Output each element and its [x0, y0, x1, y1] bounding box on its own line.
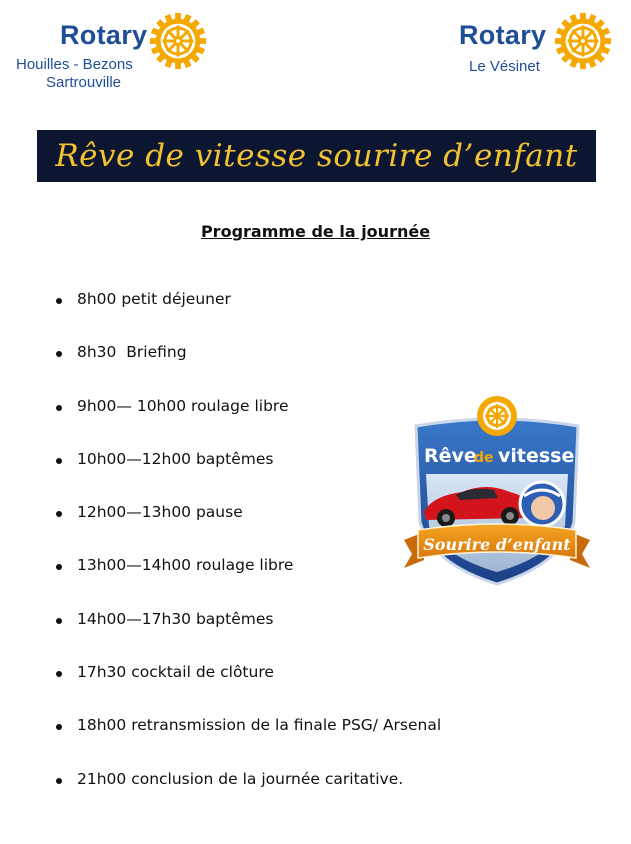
bullet-icon [56, 298, 62, 304]
list-item [56, 450, 441, 503]
list-item-text: 9h00— 10h00 roulage libre [77, 396, 289, 415]
list-item-text: 8h00 petit déjeuner [77, 290, 231, 308]
badge-title-de: de [474, 450, 494, 466]
list-item [56, 663, 441, 716]
rotary-wheel-icon [554, 12, 612, 70]
child-helmet-icon [520, 482, 564, 526]
list-item [56, 290, 441, 343]
logo-brand: Rotary [459, 20, 547, 50]
list-item [56, 503, 441, 556]
list-item [56, 556, 441, 609]
bullet-icon [56, 405, 62, 411]
program-heading: Programme de la journée [200, 222, 431, 241]
list-item [56, 770, 441, 823]
badge-ribbon-text: Sourire d’enfant [423, 535, 571, 554]
banner-title: Rêve de vitesse sourire d’enfant [55, 138, 578, 174]
rotary-wheel-icon [149, 12, 207, 70]
rotary-levesinet-logo [455, 12, 615, 82]
list-item-text: 10h00—12h00 baptêmes [77, 449, 274, 468]
logo-club-line-1: Le Vésinet [469, 58, 540, 75]
list-item [56, 397, 441, 450]
title-banner [37, 130, 596, 182]
logo-brand: Rotary [60, 20, 148, 50]
program-list [56, 290, 441, 823]
badge-title-main: Rêve [424, 445, 477, 467]
list-item-text: 18h00 retransmission de la finale PSG/ Arsenal [77, 716, 442, 735]
bullet-icon [56, 351, 62, 357]
list-item-text: 21h00 conclusion de la journée caritative. [77, 769, 404, 788]
list-item [56, 343, 441, 396]
bullet-icon [56, 511, 62, 517]
bullet-icon [56, 564, 62, 570]
event-badge [402, 392, 592, 592]
badge-title-vitesse: vitesse [498, 445, 575, 467]
bullet-icon [56, 458, 62, 464]
list-item [56, 610, 441, 663]
list-item [56, 716, 441, 769]
list-item-text: 14h00—17h30 baptêmes [77, 609, 274, 628]
rotary-houilles-logo [16, 12, 211, 92]
list-item-text: 13h00—14h00 roulage libre [77, 556, 294, 575]
bullet-icon [56, 671, 62, 677]
list-item-text: 17h30 cocktail de clôture [77, 663, 274, 682]
logo-club-line-1: Houilles - Bezons [16, 56, 133, 73]
bullet-icon [56, 724, 62, 730]
list-item-text: 8h30 Briefing [77, 343, 187, 362]
bullet-icon [56, 778, 62, 784]
list-item-text: 12h00—13h00 pause [77, 503, 243, 522]
bullet-icon [56, 618, 62, 624]
logo-club-line-2: Sartrouville [46, 74, 122, 91]
